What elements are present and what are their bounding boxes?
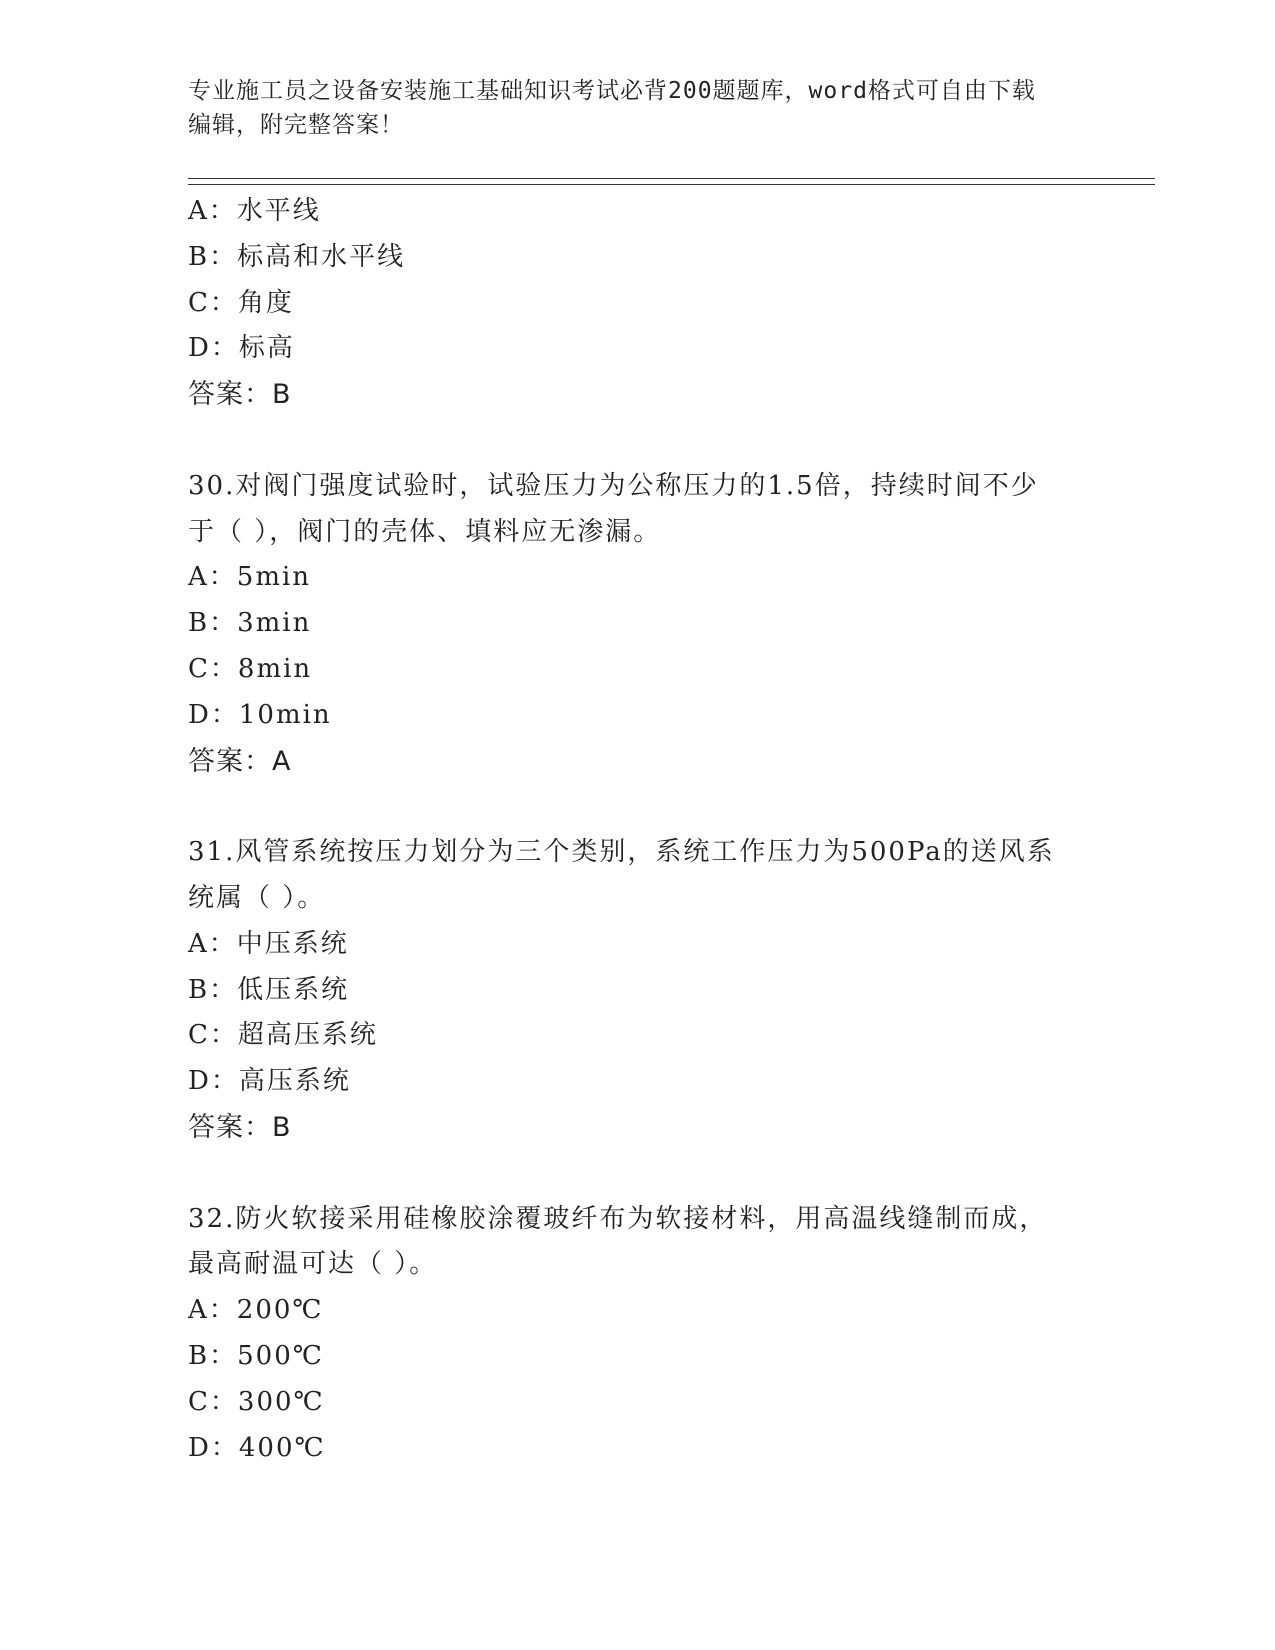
document-body [188, 189, 1088, 1471]
option-c [188, 1380, 1088, 1426]
question-text-line2: 于（ ），阀门的壳体、填料应无渗漏。 [188, 516, 662, 547]
option-text: 300℃ [237, 1386, 325, 1417]
option-letter: C： [188, 1020, 238, 1051]
option-c [188, 281, 1088, 327]
spacer [188, 418, 1088, 464]
option-letter: B： [188, 608, 238, 639]
option-text: 标高 [238, 333, 295, 364]
option-text: 超高压系统 [237, 1020, 378, 1051]
option-text: 标高和水平线 [237, 241, 406, 272]
option-text: 中压系统 [236, 928, 349, 959]
option-letter: D： [188, 1066, 239, 1097]
question-text-line2: 统属（ ）。 [188, 882, 326, 913]
option-c [188, 1013, 1088, 1059]
option-letter: A： [188, 562, 237, 593]
option-letter: D： [188, 333, 239, 364]
option-text: 200℃ [236, 1295, 324, 1326]
option-b [188, 601, 1088, 647]
option-letter: B： [188, 1340, 238, 1371]
option-text: 500℃ [237, 1340, 324, 1371]
option-a [188, 189, 1088, 235]
answer-line: 答案：B [188, 379, 292, 411]
question-text-line1: 31.风管系统按压力划分为三个类别，系统工作压力为500Pa的送风系 [188, 837, 1055, 868]
option-a [188, 922, 1088, 968]
option-a [188, 1288, 1088, 1334]
option-letter: B： [188, 974, 238, 1005]
option-text: 10min [238, 699, 332, 730]
spacer [188, 1151, 1088, 1197]
option-text: 低压系统 [237, 974, 350, 1005]
option-d [188, 1059, 1088, 1105]
option-letter: B： [188, 241, 238, 272]
option-letter: A： [188, 196, 237, 226]
option-letter: C： [188, 653, 238, 684]
option-a [188, 555, 1088, 601]
option-letter: A： [188, 928, 237, 959]
option-text: 水平线 [236, 196, 321, 226]
header-title-line2: 编辑，附完整答案！ [188, 112, 404, 138]
page-header [188, 74, 1088, 142]
header-divider [188, 178, 1155, 185]
question-text-line2: 最高耐温可达（ ）。 [188, 1249, 438, 1280]
option-letter: C： [188, 1386, 238, 1417]
question-text-line1: 32.防火软接采用硅橡胶涂覆玻纤布为软接材料，用高温线缝制而成， [188, 1203, 1048, 1234]
header-title-line1: 专业施工员之设备安装施工基础知识考试必背200题题库，word格式可自由下载 [188, 78, 1036, 104]
option-b [188, 235, 1088, 281]
question-text-line1: 30.对阀门强度试验时，试验压力为公称压力的1.5倍，持续时间不少 [188, 470, 1039, 501]
option-c [188, 647, 1088, 693]
option-letter: A： [188, 1295, 237, 1326]
option-letter: D： [188, 1432, 239, 1463]
option-letter: C： [188, 287, 238, 318]
option-text: 400℃ [238, 1432, 326, 1463]
option-text: 3min [237, 608, 312, 639]
option-text: 角度 [237, 287, 294, 318]
answer-line: 答案：A [188, 745, 292, 777]
question-30 [188, 464, 1088, 785]
option-text: 高压系统 [238, 1066, 351, 1097]
option-text: 8min [237, 653, 313, 684]
option-b [188, 968, 1088, 1014]
option-b [188, 1334, 1088, 1380]
option-letter: D： [188, 699, 239, 730]
spacer [188, 784, 1088, 830]
option-d [188, 326, 1088, 372]
option-d [188, 693, 1088, 739]
option-text: 5min [236, 562, 312, 593]
question-32 [188, 1197, 1088, 1472]
option-d [188, 1426, 1088, 1472]
question-31 [188, 830, 1088, 1151]
question-29 [188, 189, 1088, 418]
answer-line: 答案：B [188, 1111, 292, 1143]
